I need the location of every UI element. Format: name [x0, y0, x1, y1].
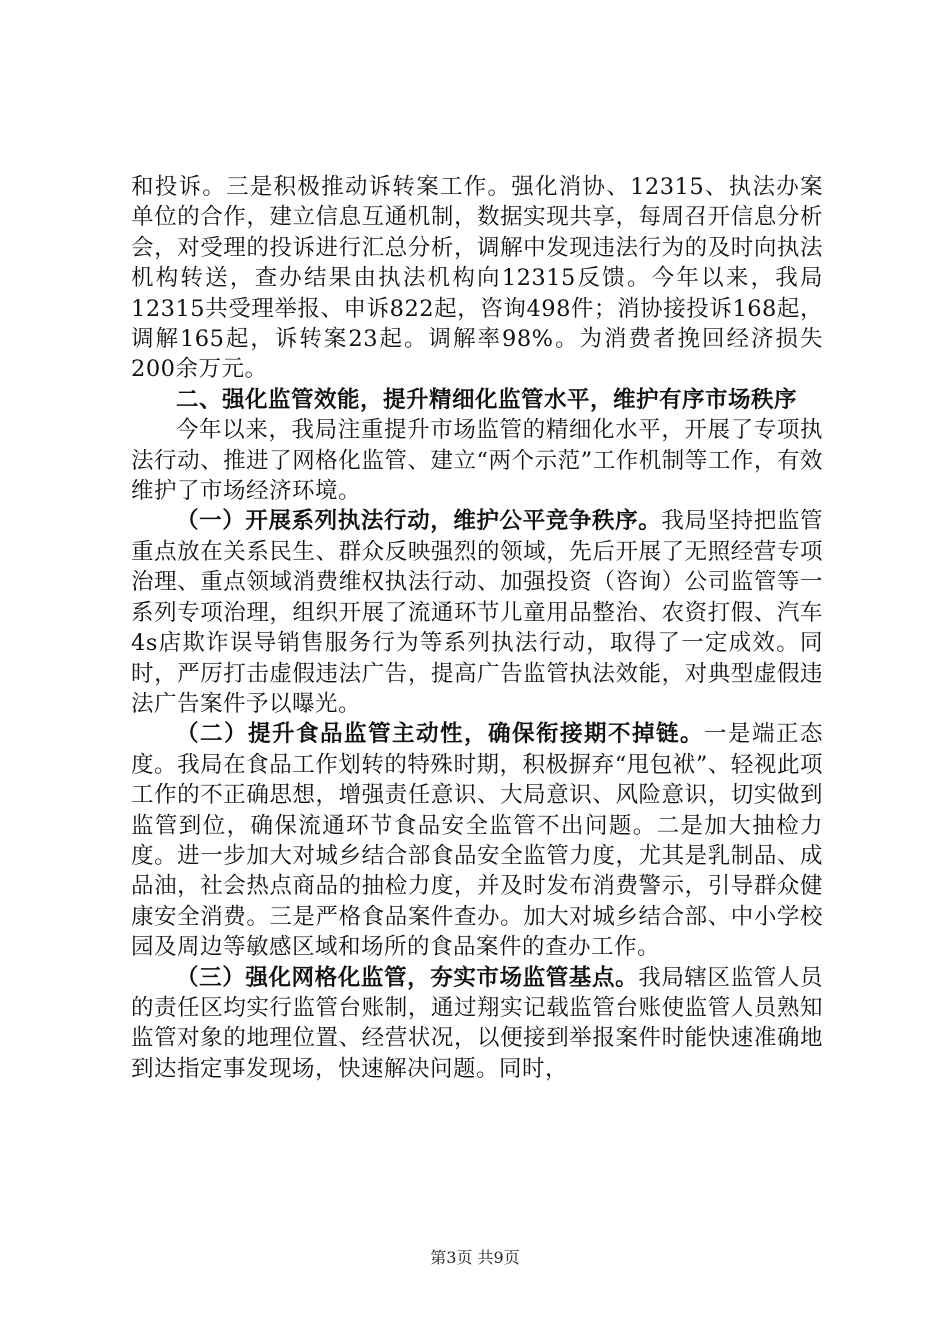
- paragraph-6-lead: （三）强化网格化监管，夯实市场监管基点。: [176, 964, 639, 991]
- paragraph-3: [131, 415, 823, 506]
- paragraph-5-lead: （二）提升食品监管主动性，确保衔接期不掉链。: [176, 721, 704, 748]
- paragraph-1-text: 和投诉。三是积极推动诉转案工作。强化消协、12315、执法办案单位的合作，建立信息互通机制，数据实现共享，每周召开信息分析会，对受理的投诉进行汇总分析，调解中发现违法行为的及时向执法机构转送，查办结果由执法机构向12315反馈。今年以来，我局12315共受理举报、申诉822起，咨询498件；消协接投诉168起，调解165起，诉转案23起。调解率98%。为消费者挽回经济损失200余万元。: [131, 174, 823, 383]
- paragraph-6-text: 我局辖区监管人员的责任区均实行监管台账制，通过翔实记载监管台账使监管人员熟知监管对象的地理位置、经营状况，以便接到举报案件时能快速准确地到达指定事发现场，快速解决问题。同时，: [131, 964, 823, 1082]
- section-heading: [131, 385, 823, 415]
- document-body: [131, 172, 823, 1084]
- paragraph-5: [131, 719, 823, 962]
- paragraph-1: [131, 172, 823, 385]
- page-footer: 第3页 共9页: [430, 1248, 520, 1267]
- paragraph-4-lead: （一）开展系列执法行动，维护公平竞争秩序。: [176, 508, 662, 535]
- paragraph-4: [131, 506, 823, 719]
- section-heading-text: 二、强化监管效能，提升精细化监管水平，维护有序市场秩序: [176, 386, 798, 413]
- paragraph-6: [131, 963, 823, 1085]
- paragraph-4-text: 我局坚持把监管重点放在关系民生、群众反映强烈的领域，先后开展了无照经营专项治理、重点领域消费维权执法行动、加强投资（咨询）公司监管等一系列专项治理，组织开展了流通环节儿童用品整治、农资打假、汽车4s店欺诈误导销售服务行为等系列执法行动，取得了一定成效。同时，严厉打击虚假违法广告，提高广告监管执法效能，对典型虚假违法广告案件予以曝光。: [131, 508, 823, 717]
- paragraph-3-text: 今年以来，我局注重提升市场监管的精细化水平，开展了专项执法行动、推进了网格化监管、建立“两个示范”工作机制等工作，有效维护了市场经济环境。: [131, 417, 823, 505]
- paragraph-5-text: 一是端正态度。我局在食品工作划转的特殊时期，积极摒弃“甩包袱”、轻视此项工作的不正确思想，增强责任意识、大局意识、风险意识，切实做到监管到位，确保流通环节食品安全监管不出问题。二是加大抽检力度。进一步加大对城乡结合部食品安全监管力度，尤其是乳制品、成品油，社会热点商品的抽检力度，并及时发布消费警示，引导群众健康安全消费。三是严格食品案件查办。加大对城乡结合部、中小学校园及周边等敏感区域和场所的食品案件的查办工作。: [131, 721, 823, 961]
